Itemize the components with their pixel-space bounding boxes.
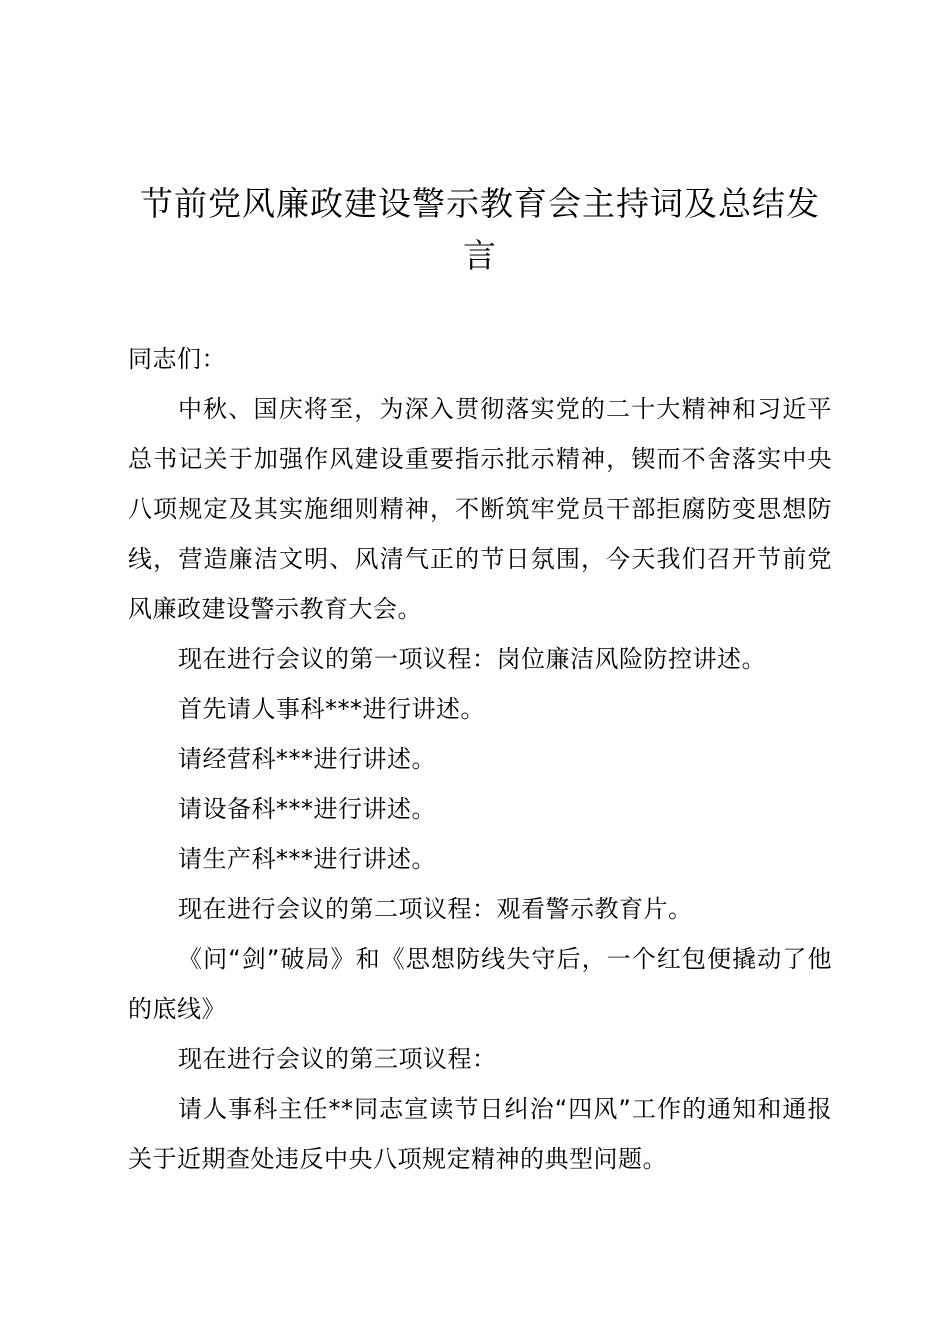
paragraph-agenda-2: 现在进行会议的第二项议程：观看警示教育片。 [178,895,693,923]
paragraph-agenda-3: 现在进行会议的第三项议程： [178,1045,497,1073]
paragraph-speaker-equipment: 请设备科***进行讲述。 [178,795,436,823]
paragraph-intro: 中秋、国庆将至，为深入贯彻落实党的二十大精神和习近平总书记关于加强作风建设重要指示批示精神，锲而不舍落实中央八项规定及其实施细则精神，不断筑牢党员干部拒腐防变思想防线，营造廉洁文明、风清气正的节日氛围，今天我们召开节前党风廉政建设警示教育大会。 [128,395,832,623]
paragraph-notice-reading: 请人事科主任**同志宣读节日纠治“四风”工作的通知和通报关于近期查处违反中央八项规定精神的典型问题。 [128,1095,832,1173]
paragraph-speaker-hr: 首先请人事科***进行讲述。 [178,695,485,723]
paragraph-agenda-1: 现在进行会议的第一项议程：岗位廉洁风险防控讲述。 [178,645,766,673]
salutation: 同志们： [128,345,226,373]
paragraph-films: 《问“剑”破局》和《思想防线失守后，一个红包便撬动了他的底线》 [128,945,832,1023]
document-body [128,334,832,1184]
document-title: 节前党风廉政建设警示教育会主持词及总结发言 [140,184,820,275]
paragraph-speaker-production: 请生产科***进行讲述。 [178,845,436,873]
paragraph-speaker-operations: 请经营科***进行讲述。 [178,745,436,773]
